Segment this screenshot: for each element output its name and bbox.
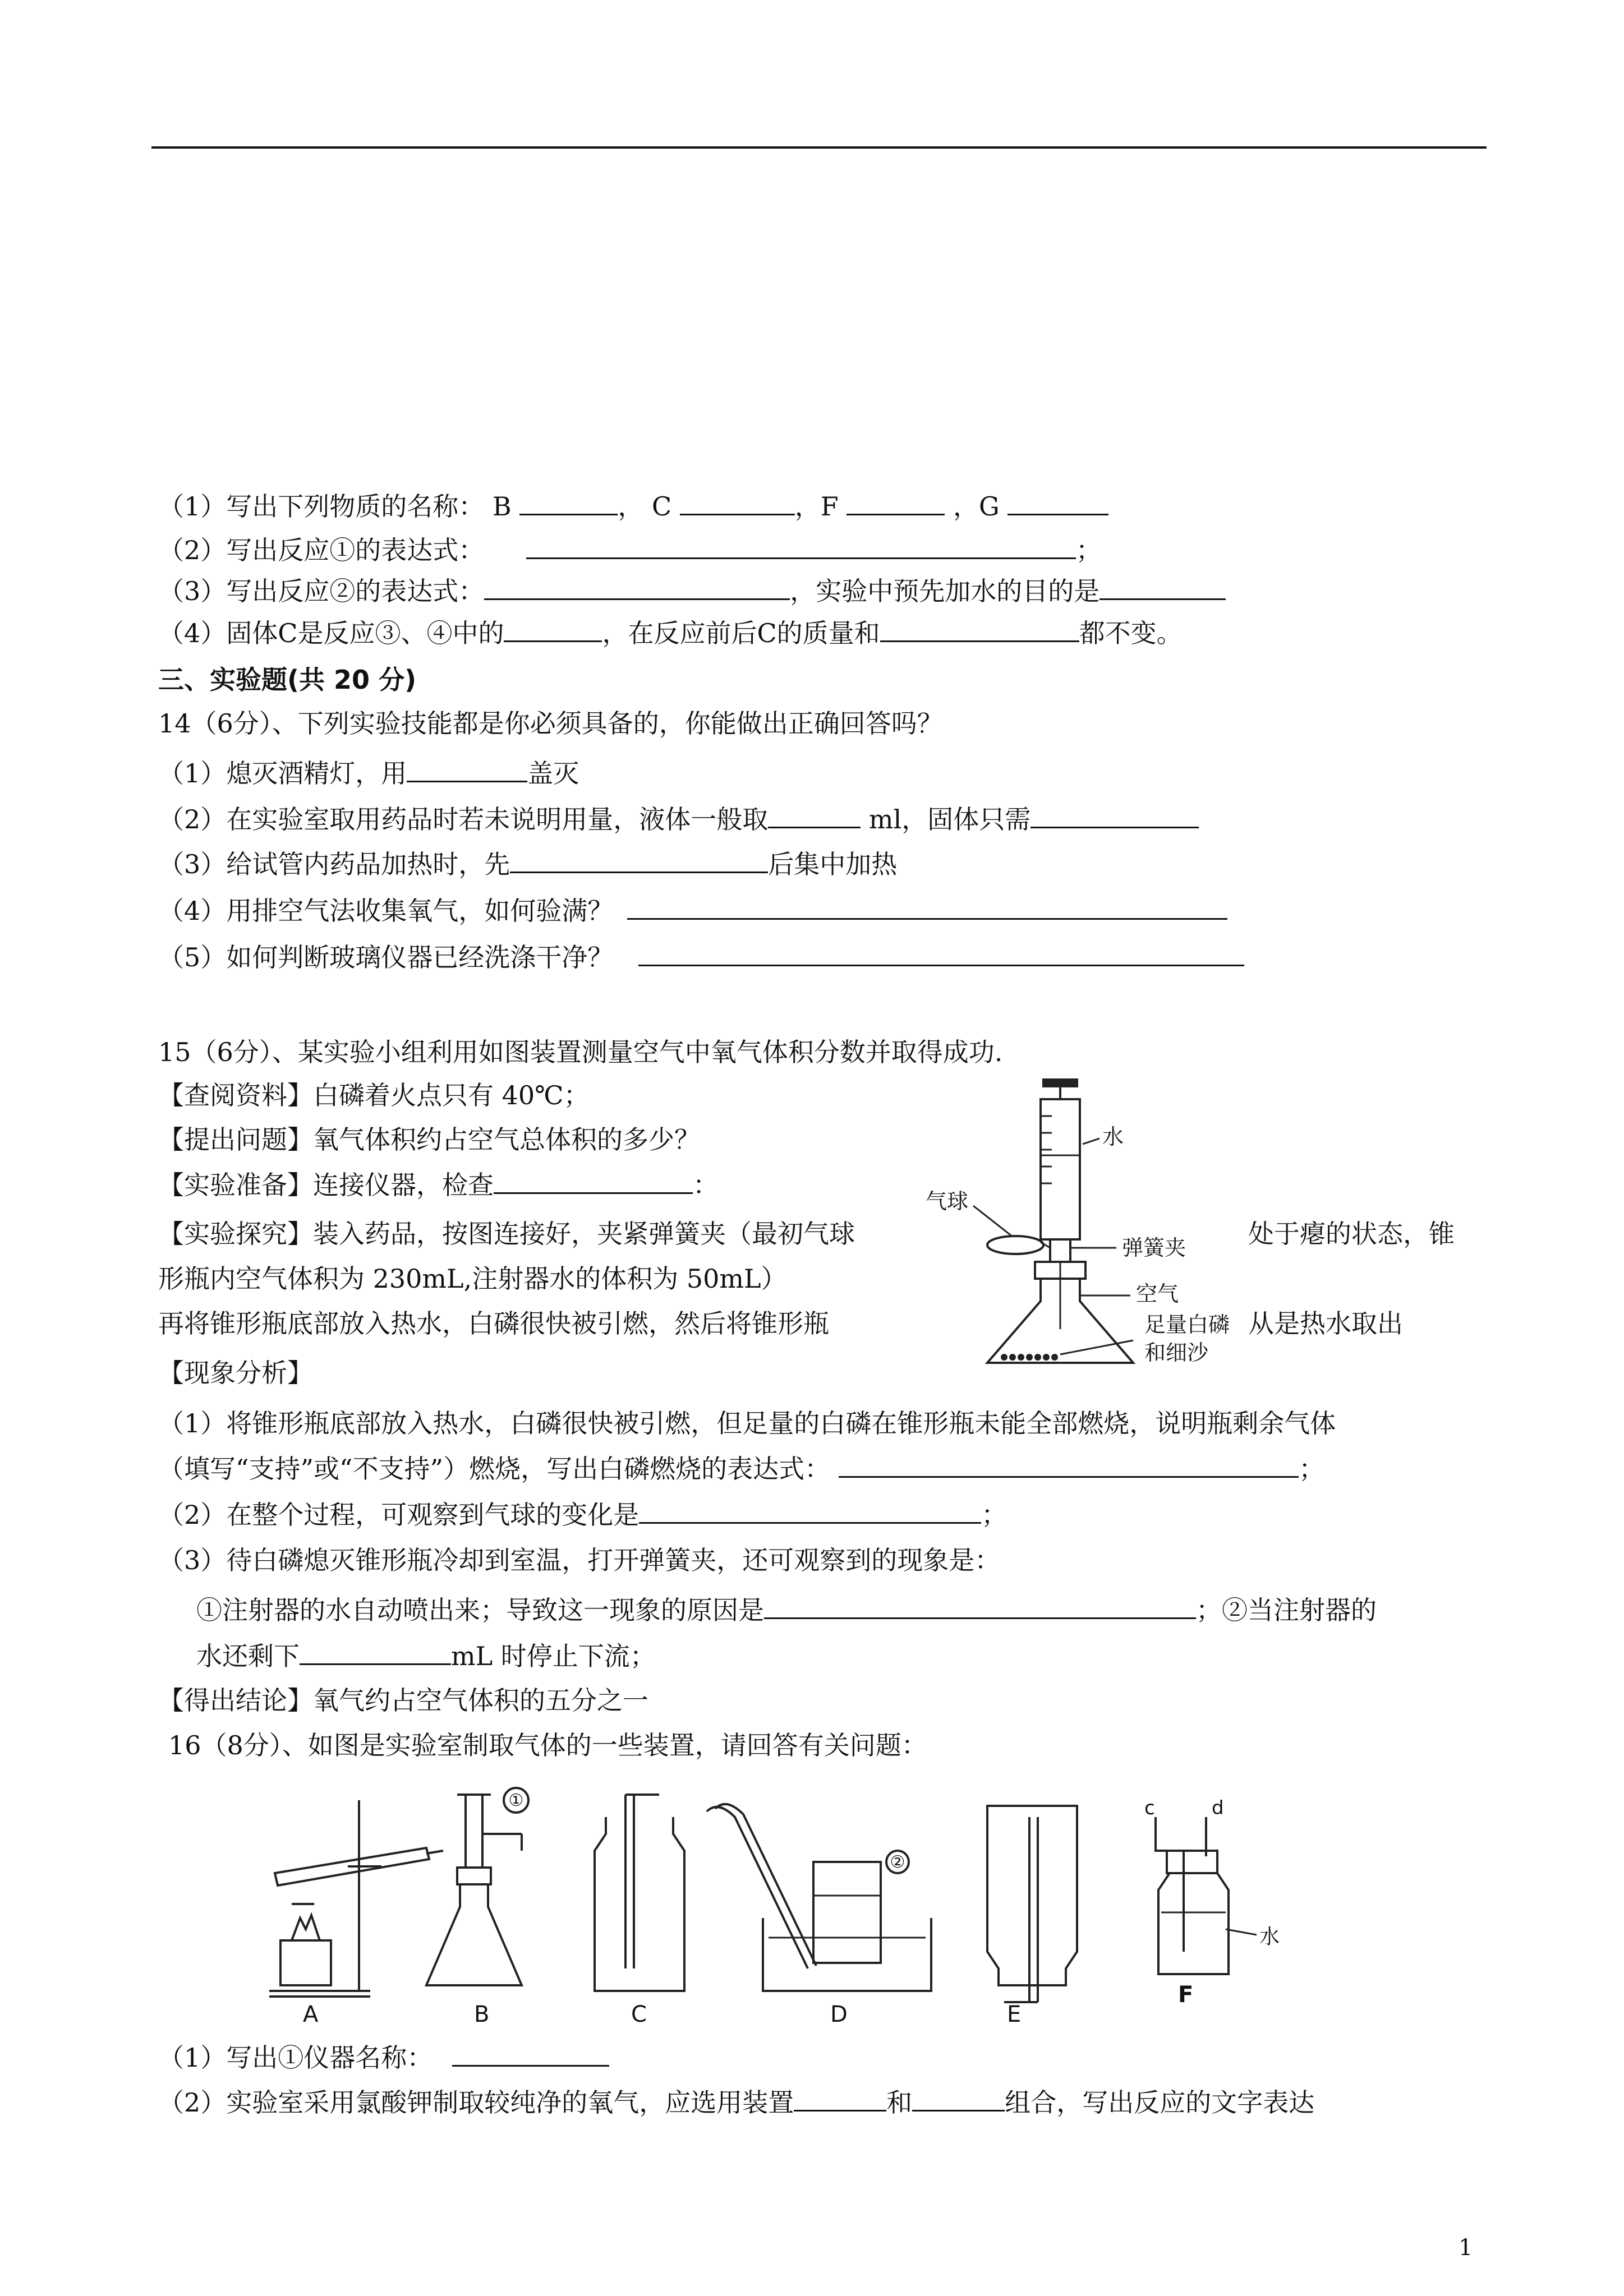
- q14-intro: 14（6分）、下列实验技能都是你必须具备的，你能做出正确回答吗？: [158, 708, 943, 739]
- blank-extinguish[interactable]: [407, 756, 527, 782]
- label-d-apparatus: D: [830, 2002, 848, 2025]
- phosphorus-sand: [1001, 1354, 1058, 1361]
- blank-reaction1[interactable]: [526, 533, 1076, 559]
- q13-line4: （4）固体C是反应③、④中的 ，在反应前后C的质量和 都不变。: [158, 616, 1183, 650]
- blank-c[interactable]: [680, 489, 795, 515]
- plunger-cap: [1043, 1080, 1077, 1086]
- apparatus-e: [987, 1806, 1077, 2002]
- q14-item5: （5）如何判断玻璃仪器已经洗涤干净？: [158, 940, 1244, 974]
- q16-item1: （1）写出①仪器名称：: [158, 2040, 609, 2074]
- label-d: d: [1212, 1797, 1224, 1819]
- q15-explore-b: 处于瘪的状态，锥: [1248, 1219, 1455, 1249]
- blank-b[interactable]: [519, 489, 618, 515]
- circle-1-label: ①: [508, 1791, 524, 1810]
- section3-heading: 三、实验题(共 20 分): [158, 665, 417, 695]
- q15-a3b: ①注射器的水自动喷出来；导致这一现象的原因是 ；②当注射器的: [196, 1593, 1377, 1627]
- label-phosphorus: 足量白磷: [1144, 1312, 1230, 1337]
- apparatus-c: [595, 1795, 684, 1991]
- header-rule: [151, 146, 1487, 149]
- q13-line3: （3）写出反应②的表达式： ，实验中预先加水的目的是: [158, 574, 1226, 608]
- label-water: 水: [1102, 1124, 1124, 1149]
- q15-consult: 【查阅资料】白磷着火点只有 40℃；: [158, 1080, 590, 1110]
- blank-preheat[interactable]: [510, 847, 768, 873]
- blank-c-role[interactable]: [504, 616, 602, 642]
- blank-reaction2[interactable]: [484, 574, 790, 600]
- blank-check[interactable]: [494, 1168, 693, 1194]
- label-air: 空气: [1136, 1281, 1179, 1306]
- blank-g[interactable]: [1007, 489, 1108, 515]
- q15-explore-d: 再将锥形瓶底部放入热水，白磷很快被引燃，然后将锥形瓶: [158, 1308, 829, 1339]
- label-f: F: [1178, 1982, 1194, 2008]
- blank-f[interactable]: [846, 489, 945, 515]
- blank-instrument-name[interactable]: [452, 2040, 609, 2067]
- apparatus-a: [269, 1800, 443, 1997]
- q15-a3: （3）待白磷熄灭锥形瓶冷却到室温，打开弹簧夹，还可观察到的现象是：: [158, 1545, 1001, 1575]
- label-water-f: 水: [1259, 1925, 1280, 1948]
- blank-remaining-ml[interactable]: [300, 1639, 451, 1665]
- q15-explore-c: 形瓶内空气体积为 230mL,注射器水的体积为 50mL）: [158, 1264, 787, 1294]
- circle-2-label: ②: [890, 1852, 905, 1872]
- q15-question: 【提出问题】氧气体积约占空气总体积的多少？: [158, 1124, 700, 1155]
- label-e: E: [1007, 2002, 1022, 2025]
- q16-intro: 16（8分）、如图是实验室制取气体的一些装置，请回答有关问题：: [168, 1730, 927, 1760]
- q15-a2: （2）在整个过程，可观察到气球的变化是 ；: [158, 1497, 1007, 1532]
- q14-item3: （3）给试管内药品加热时，先 后集中加热: [158, 847, 897, 881]
- syringe-barrel: [1041, 1099, 1080, 1239]
- blank-oxygen-full[interactable]: [627, 893, 1227, 920]
- q16-apparatus-figure: [258, 1783, 1313, 2025]
- apparatus-d: [707, 1804, 931, 1991]
- q15-explore-e: 从是热水取出: [1248, 1308, 1403, 1339]
- q15-a1: （1）将锥形瓶底部放入热水，白磷很快被引燃，但足量的白磷在锥形瓶未能全部燃烧，说明瓶剩余气体: [158, 1408, 1336, 1439]
- q15-analysis: 【现象分析】: [158, 1358, 313, 1388]
- blank-phosphorus-equation[interactable]: [839, 1451, 1299, 1478]
- q15-explore-a: 【实验探究】装入药品，按图连接好，夹紧弹簧夹（最初气球: [158, 1219, 855, 1249]
- q15-apparatus-figure: [920, 1077, 1245, 1374]
- q16-item2: （2）实验室采用氯酸钾制取较纯净的氧气，应选用装置 和 组合，写出反应的文字表达: [158, 2085, 1314, 2119]
- balloon: [987, 1236, 1043, 1254]
- blank-balloon-change[interactable]: [639, 1497, 981, 1524]
- blank-water-purpose[interactable]: [1099, 574, 1226, 600]
- label-a: A: [303, 2002, 319, 2025]
- label-b: B: [474, 2002, 490, 2025]
- q13-line1: （1）写出下列物质的名称： B ， C ，F ，G: [158, 489, 1108, 523]
- syringe-scale: [1041, 1116, 1052, 1183]
- q13-line2: （2）写出反应①的表达式： ；: [158, 533, 1102, 567]
- clamp-body: [1050, 1239, 1070, 1262]
- q15-intro: 15（6分）、某实验小组利用如图装置测量空气中氧气体积分数并取得成功.: [158, 1037, 1003, 1067]
- blank-c-property[interactable]: [880, 616, 1079, 642]
- apparatus-f: [1156, 1817, 1257, 1974]
- label-sand: 和细沙: [1144, 1340, 1209, 1365]
- label-c: c: [1144, 1797, 1155, 1819]
- q14-item2: （2）在实验室取用药品时若未说明用量，液体一般取 ml，固体只需: [158, 802, 1199, 836]
- q14-item1: （1）熄灭酒精灯，用 盖灭: [158, 756, 579, 790]
- q15-a3c: 水还剩下 mL 时停止下流；: [196, 1639, 656, 1673]
- blank-device-2[interactable]: [912, 2085, 1005, 2111]
- q15-a1b: （填写“支持”或“不支持”）燃烧，写出白磷燃烧的表达式： ；: [158, 1451, 1324, 1486]
- apparatus-b: [426, 1788, 528, 1985]
- blank-liquid-amount[interactable]: [768, 802, 861, 828]
- label-c-apparatus: C: [631, 2002, 647, 2025]
- label-balloon: 气球: [926, 1189, 969, 1214]
- label-clamp: 弹簧夹: [1122, 1235, 1186, 1260]
- q15-conclusion: 【得出结论】氧气约占空气体积的五分之一: [158, 1685, 648, 1716]
- q15-prep: 【实验准备】连接仪器，检查 ：: [158, 1168, 719, 1202]
- blank-solid-amount[interactable]: [1030, 802, 1199, 828]
- blank-device-1[interactable]: [794, 2085, 886, 2111]
- blank-spray-reason[interactable]: [764, 1593, 1196, 1619]
- q14-item4: （4）用排空气法收集氧气，如何验满？: [158, 893, 1227, 928]
- page-number: 1: [1459, 2235, 1473, 2261]
- blank-glass-clean[interactable]: [638, 940, 1244, 966]
